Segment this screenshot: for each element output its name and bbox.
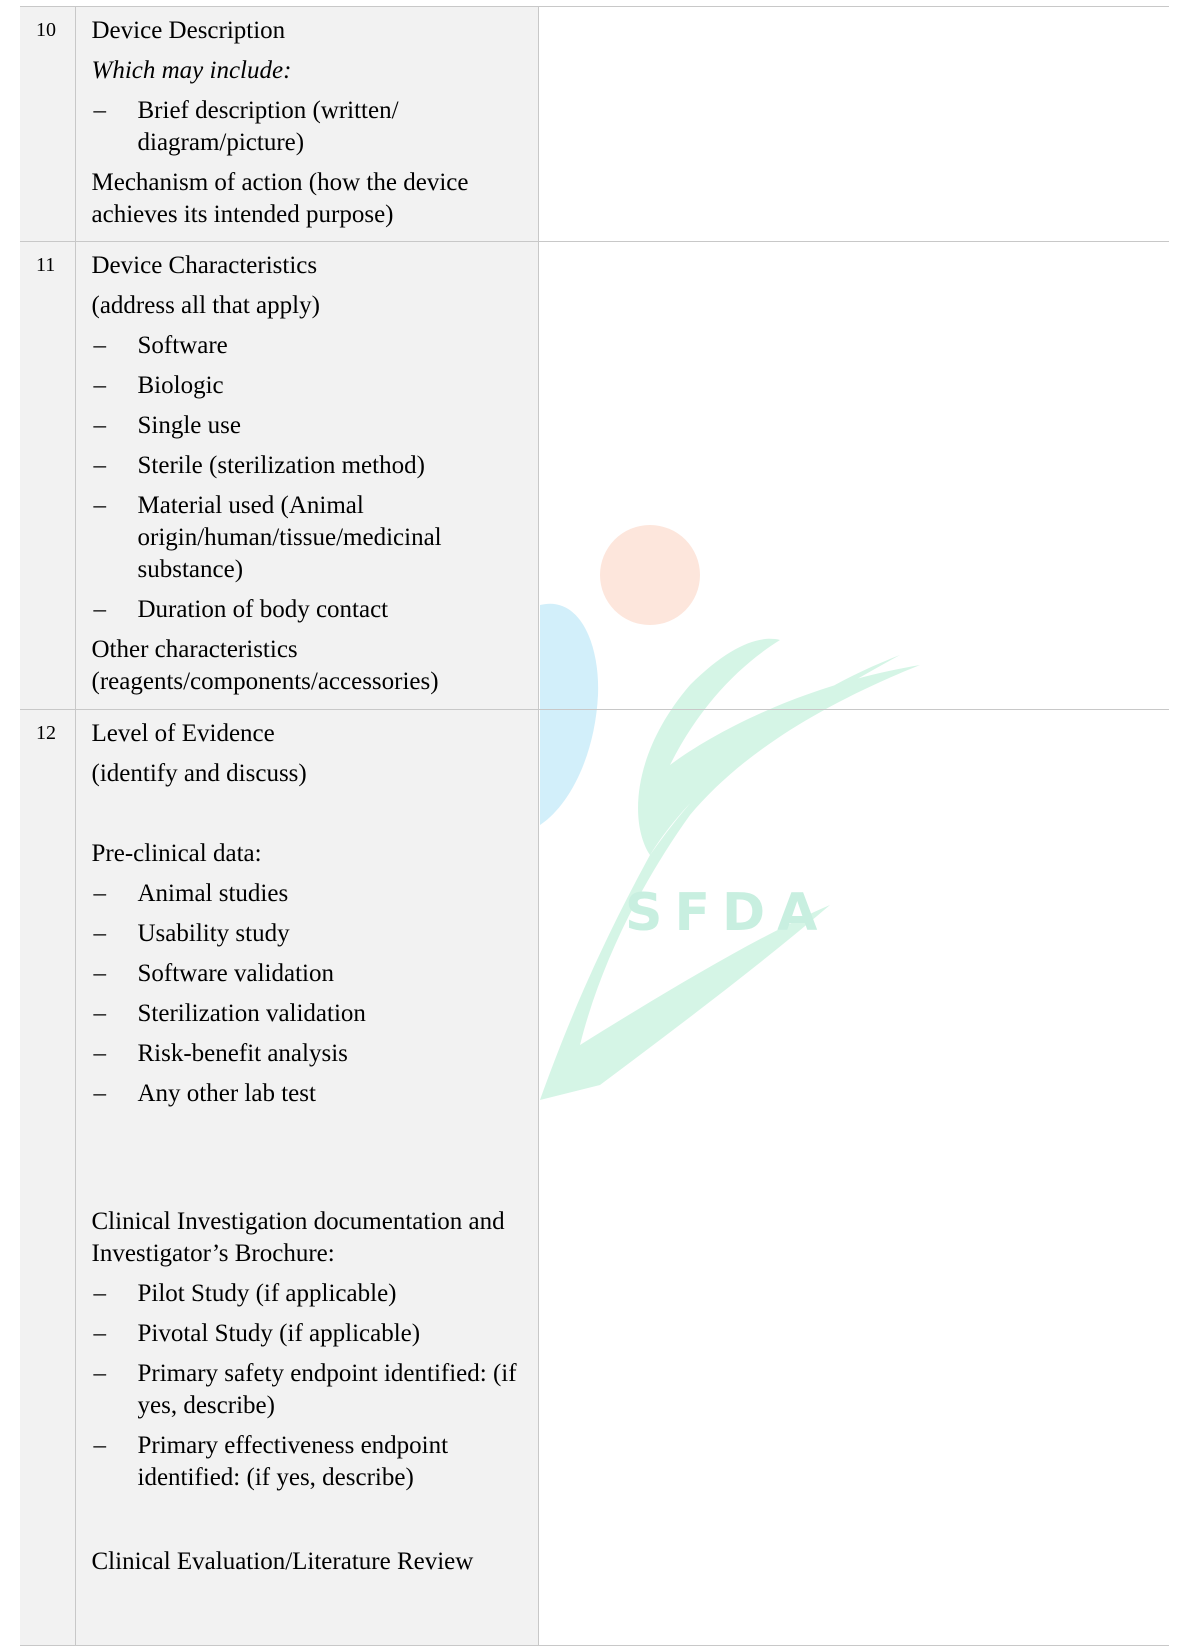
row-number: 11	[20, 242, 75, 710]
dash-bullet: –	[93, 1080, 106, 1107]
row-title: Device Description	[91, 17, 286, 44]
dash-bullet: –	[93, 960, 106, 987]
dash-bullet: –	[93, 880, 106, 907]
dash-bullet: –	[93, 1432, 106, 1459]
list-item: – Sterile (sterilization method)	[92, 450, 526, 482]
response-cell[interactable]	[538, 242, 1169, 710]
row-footer: Other characteristics (reagents/components/accessories)	[91, 636, 439, 695]
list-item: – Duration of body contact	[92, 594, 526, 626]
list-item: – Primary effectiveness endpoint identified: (if yes, describe)	[92, 1430, 526, 1494]
dash-bullet: –	[93, 920, 106, 947]
dash-bullet: –	[93, 412, 106, 439]
dash-bullet: –	[93, 1040, 106, 1067]
svg-text:SFDA: SFDA	[625, 883, 830, 943]
row-description	[75, 7, 538, 242]
dash-bullet: –	[93, 1000, 106, 1027]
dash-bullet: –	[93, 1320, 106, 1347]
dash-bullet: –	[93, 332, 106, 359]
list-item: – Single use	[92, 410, 526, 442]
preclinical-heading: Pre-clinical data:	[91, 840, 262, 867]
dash-bullet: –	[93, 372, 106, 399]
list-item: – Usability study	[92, 918, 526, 950]
list-item: – Software	[92, 330, 526, 362]
row-number: 12	[20, 710, 75, 1646]
table-row	[20, 7, 1169, 242]
row-description	[75, 242, 538, 710]
list-item: – Sterilization validation	[92, 998, 526, 1030]
list-item: – Primary safety endpoint identified: (if yes, describe)	[92, 1358, 526, 1422]
row-title: Device Characteristics	[91, 252, 318, 279]
dash-bullet: –	[93, 97, 106, 124]
list-item: – Risk-benefit analysis	[92, 1038, 526, 1070]
clinical-heading: Clinical Investigation documentation and Investigator’s Brochure:	[91, 1208, 505, 1267]
list-item: – Any other lab test	[92, 1078, 526, 1110]
list-item: – Pilot Study (if applicable)	[92, 1278, 526, 1310]
response-cell[interactable]	[538, 710, 1169, 1646]
list-item: – Software validation	[92, 958, 526, 990]
list-item: – Biologic	[92, 370, 526, 402]
row-description	[75, 710, 538, 1646]
row-title: Level of Evidence	[91, 720, 275, 747]
list-item: – Pivotal Study (if applicable)	[92, 1318, 526, 1350]
row-footer: Mechanism of action (how the device achieves its intended purpose)	[91, 169, 469, 228]
table-row	[20, 242, 1169, 710]
dash-bullet: –	[93, 492, 106, 519]
row-number: 10	[20, 7, 75, 242]
dash-bullet: –	[93, 1280, 106, 1307]
table-row	[20, 710, 1169, 1646]
response-cell[interactable]	[538, 7, 1169, 242]
row-subtitle: Which may include:	[91, 57, 292, 84]
row-subtitle: (identify and discuss)	[91, 760, 307, 787]
list-item: – Animal studies	[92, 878, 526, 910]
list-item: – Material used (Animal origin/human/tissue/medicinal substance)	[92, 490, 526, 586]
dash-bullet: –	[93, 452, 106, 479]
row-footer: Clinical Evaluation/Literature Review	[91, 1548, 474, 1575]
dash-bullet: –	[93, 1360, 106, 1387]
list-item: – Brief description (written/ diagram/picture)	[92, 95, 526, 159]
row-subtitle: (address all that apply)	[91, 292, 320, 319]
dash-bullet: –	[93, 596, 106, 623]
assessment-table	[20, 6, 1169, 1646]
